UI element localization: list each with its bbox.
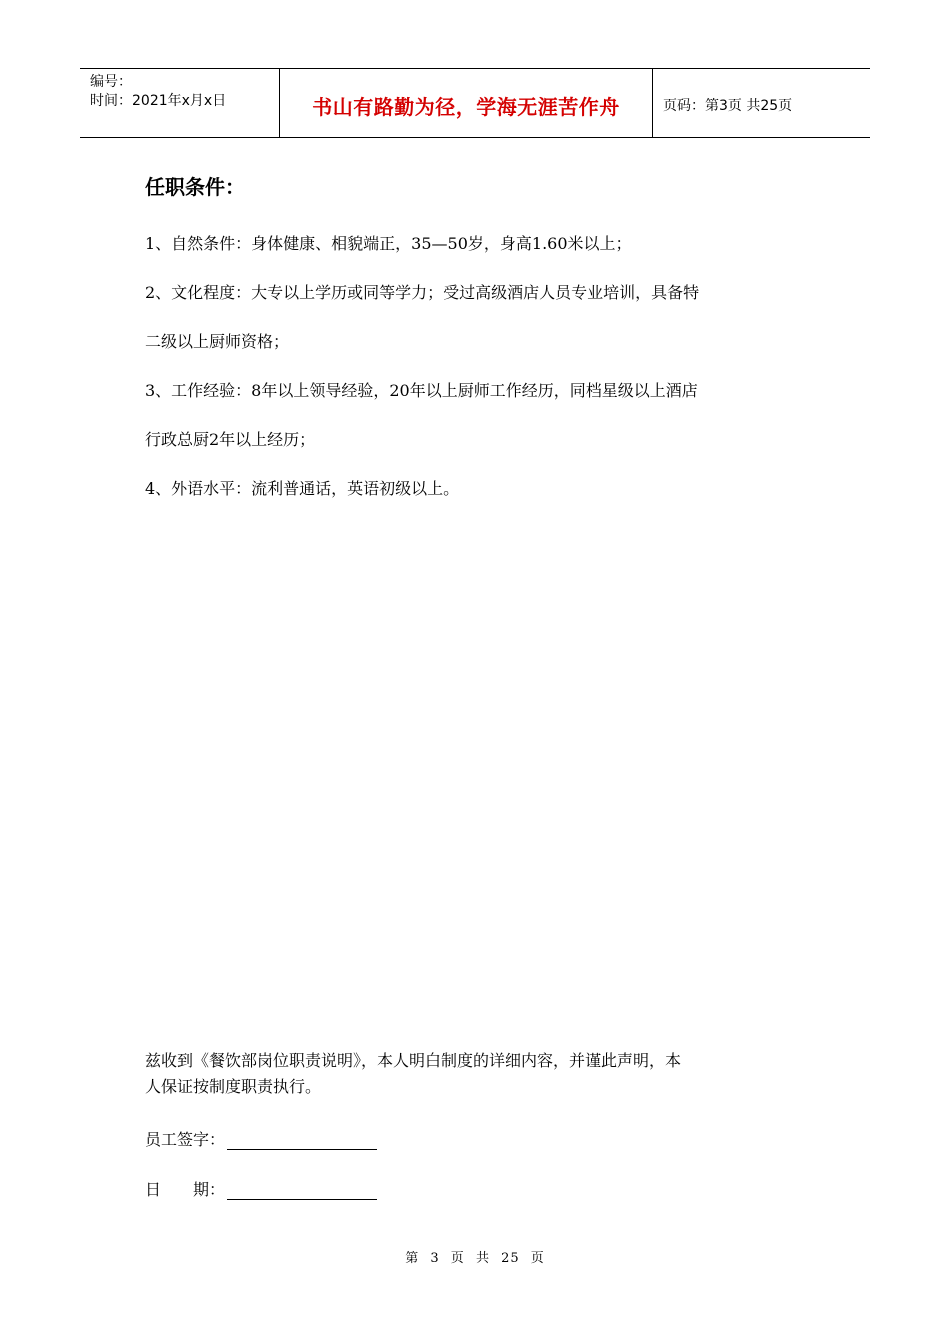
requirement-item: 2、文化程度：大专以上学历或同等学力；受过高级酒店人员专业培训，具备特 [145, 283, 700, 302]
header-motto: 书山有路勤为径，学海无涯苦作舟 [280, 69, 653, 137]
date-label: 日 期： [145, 1180, 226, 1199]
requirement-item: 1、自然条件：身体健康、相貌端正，35—50岁，身高1.60米以上； [145, 234, 632, 253]
page-footer [0, 1247, 950, 1266]
requirement-item: 行政总厨2年以上经历； [145, 430, 316, 449]
header-page-info: 页码：第3页 共25页 [663, 98, 793, 114]
declaration-line: 兹收到《餐饮部岗位职责说明》，本人明白制度的详细内容，并谨此声明，本 [145, 1051, 682, 1070]
declaration [145, 1048, 815, 1100]
requirement-item: 二级以上厨师资格； [145, 332, 290, 351]
header-meta [80, 69, 280, 137]
footer-page-number: 3 [430, 1251, 440, 1266]
footer-ye: 页 [450, 1251, 465, 1266]
footer-ye: 页 [530, 1251, 545, 1266]
footer-di: 第 [405, 1251, 420, 1266]
requirement-item: 4、外语水平：流利普通话，英语初级以上。 [145, 479, 460, 498]
date-field[interactable] [227, 1181, 377, 1200]
declaration-line: 人保证按制度职责执行。 [145, 1077, 322, 1096]
date-row [145, 1177, 377, 1200]
employee-signature-row [145, 1127, 377, 1150]
section-title: 任职条件： [145, 175, 245, 199]
time-label: 时间：2021年x月x日 [90, 93, 227, 109]
page-header [80, 68, 870, 138]
employee-signature-label: 员工签字： [145, 1130, 226, 1149]
requirement-item: 3、工作经验：8年以上领导经验，20年以上厨师工作经历，同档星级以上酒店 [145, 381, 698, 400]
employee-signature-field[interactable] [227, 1131, 377, 1150]
footer-gong: 共 [475, 1251, 490, 1266]
footer-total-pages: 25 [501, 1251, 520, 1266]
number-label: 编号： [90, 74, 132, 90]
requirements-list [145, 219, 825, 513]
